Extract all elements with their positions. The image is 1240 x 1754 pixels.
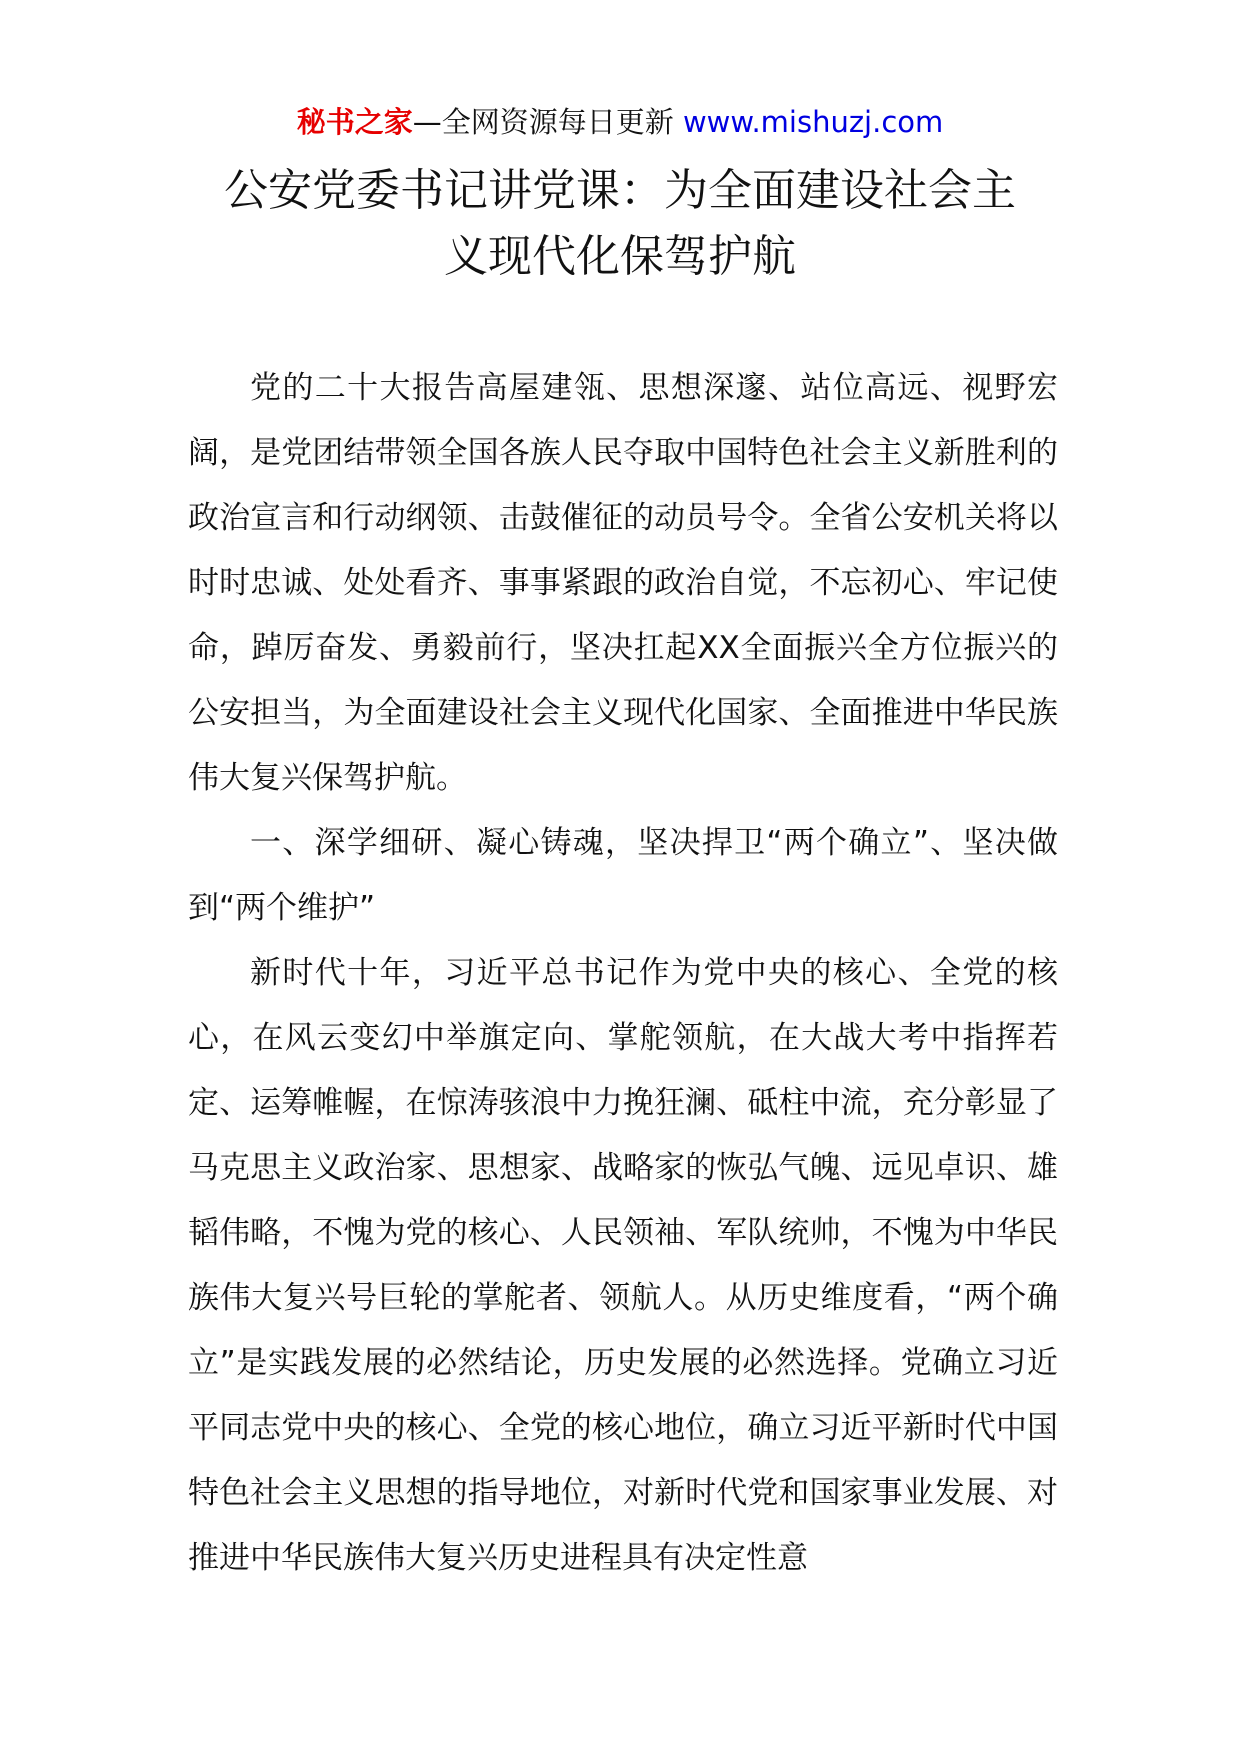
header-tagline: —全网资源每日更新 [412,105,674,139]
title-line-1: 公安党委书记讲党课：为全面建设社会主 [224,165,1016,216]
paragraph-section-1: 新时代十年，习近平总书记作为党中央的核心、全党的核心，在风云变幻中举旗定向、掌舵领航，在大战大考中指挥若定、运筹帷幄，在惊涛骇浪中力挽狂澜、砥柱中流，充分彰显了马克思主义政治家、思想家、战略家的恢弘气魄、远见卓识、雄韬伟略，不愧为党的核心、人民领袖、军队统帅，不愧为中华民族伟大复兴号巨轮的掌舵者、领航人。从历史维度看，“两个确立”是实践发展的必然结论，历史发展的必然选择。党确立习近平同志党中央的核心、全党的核心地位，确立习近平新时代中国特色社会主义思想的指导地位，对新时代党和国家事业发展、对推进中华民族伟大复兴历史进程具有决定性意 [188,955,1058,1576]
section-heading-1: 一、深学细研、凝心铸魂，坚决捍卫“两个确立”、坚决做到“两个维护” [188,825,1058,926]
brand-name: 秘书之家 [296,105,413,139]
title-line-2: 义现代化保驾护航 [444,231,796,282]
paragraph-intro: 党的二十大报告高屋建瓴、思想深邃、站位高远、视野宏阔，是党团结带领全国各族人民夺取中国特色社会主义新胜利的政治宣言和行动纲领、击鼓催征的动员号令。全省公安机关将以时时忠诚、处处看齐、事事紧跟的政治自觉，不忘初心、牢记使命，踔厉奋发、勇毅前行，坚决扛起XX全面振兴全方位振兴的公安担当，为全面建设社会主义现代化国家、全面推进中华民族伟大复兴保驾护航。 [188,370,1058,796]
document-title [150,158,1090,290]
document-body [188,356,1058,1591]
site-header [0,100,1240,144]
site-url-link[interactable]: www.mishuzj.com [682,105,944,139]
